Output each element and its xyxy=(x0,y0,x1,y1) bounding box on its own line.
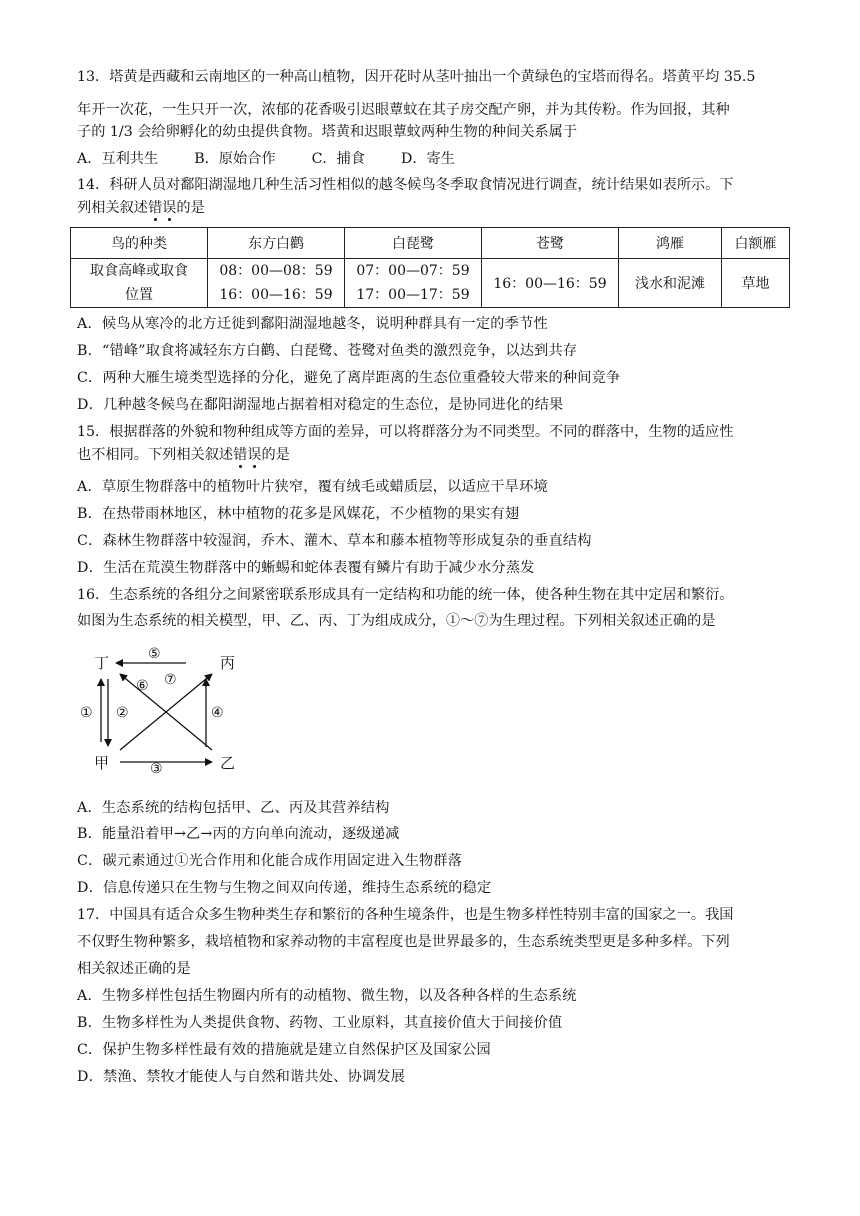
q16-stem-line2: 如图为生态系统的相关模型，甲、乙、丙、丁为组成成分，①～⑦为生理过程。下列相关叙述正确的是 xyxy=(77,613,716,629)
q16-stem-line1: 16．生态系统的各组分之间紧密联系形成具有一定结构和功能的统一体，使各种生物在其中定居和繁衍。 xyxy=(77,587,734,603)
label-process-7: ⑦ xyxy=(164,672,177,688)
q14-option-a[interactable]: A．候鸟从寒冷的北方迁徙到鄱阳湖湿地越冬，说明种群具有一定的季节性 xyxy=(77,316,548,332)
q13-stem-line2: 年开一次花，一生只开一次，浓郁的花香吸引迟眼蕈蚊在其子房交配产卵，并为其传粉。作为回报，其种 xyxy=(77,102,730,118)
q15-stem-line2 xyxy=(77,445,290,465)
row-label-part: 位置 xyxy=(125,287,153,303)
label-process-6: ⑥ xyxy=(136,678,149,694)
table-header-cell: 鸟的种类 xyxy=(71,228,208,259)
table-header-cell: 东方白鹳 xyxy=(208,228,345,259)
emphasis-char: 误 xyxy=(247,447,262,463)
node-ding: 丁 xyxy=(94,654,110,672)
q14-stem-text: 列相关叙述 xyxy=(77,200,148,216)
q14-stem-line2 xyxy=(77,198,205,218)
q17-option-a[interactable]: A．生物多样性包括生物圈内所有的动植物、微生物，以及各种各样的生态系统 xyxy=(77,988,577,1004)
emphasis-char: 错 xyxy=(233,447,248,463)
label-process-1: ① xyxy=(80,705,93,721)
q17-option-b[interactable]: B．生物多样性为人类提供食物、药物、工业原料，其直接价值大于间接价值 xyxy=(77,1015,563,1031)
q15-option-b[interactable]: B．在热带雨林地区，林中植物的花多是风媒花，不少植物的果实有翅 xyxy=(77,506,520,522)
q13-stem-line1: 13．塔黄是西藏和云南地区的一种高山植物，因开花时从茎叶抽出一个黄绿色的宝塔而得名。塔黄平均 35.5 xyxy=(77,69,756,85)
q13-option-a[interactable]: A．互利共生 xyxy=(77,151,159,167)
q15-option-a[interactable]: A．草原生物群落中的植物叶片狭窄，覆有绒毛或蜡质层，以适应干旱环境 xyxy=(77,479,548,495)
table-cell-swan-goose: 浅水和泥滩 xyxy=(619,259,722,308)
label-process-3: ③ xyxy=(150,761,163,777)
time-range: 17：00—17：59 xyxy=(356,287,470,303)
q17-stem-line1: 17．中国具有适合众多生物种类生存和繁衍的各种生境条件，也是生物多样性特别丰富的国家之一。我国 xyxy=(77,907,734,923)
node-yi: 乙 xyxy=(220,754,236,772)
time-range: 16：00—16：59 xyxy=(219,287,333,303)
q17-option-c[interactable]: C．保护生物多样性最有效的措施就是建立自然保护区及国家公园 xyxy=(77,1042,491,1058)
q14-stem-text: 的是 xyxy=(176,200,205,216)
q16-option-d[interactable]: D．信息传递只在生物与生物之间双向传递，维持生态系统的稳定 xyxy=(77,880,492,896)
table-cell-heron: 16：00—16：59 xyxy=(482,259,619,308)
table-header-cell: 白额雁 xyxy=(722,228,790,259)
table-header-cell: 鸿雁 xyxy=(619,228,722,259)
label-process-5: ⑤ xyxy=(148,646,161,662)
time-range: 08：00—08：59 xyxy=(219,263,333,279)
q13-option-b[interactable]: B．原始合作 xyxy=(194,151,276,167)
bird-feeding-table xyxy=(70,227,790,308)
ecosystem-model-diagram xyxy=(80,646,246,777)
q14-stem-line1: 14．科研人员对鄱阳湖湿地几种生活习性相似的越冬候鸟冬季取食情况进行调查，统计结果如表所示。下 xyxy=(77,177,734,193)
q15-option-c[interactable]: C．森林生物群落中较湿润，乔木、灌木、草本和藤本植物等形成复杂的垂直结构 xyxy=(77,533,592,549)
table-row xyxy=(71,259,790,308)
row-label-part: 取食高峰或取食 xyxy=(90,263,188,279)
q17-stem-line3: 相关叙述正确的是 xyxy=(77,961,191,977)
node-bing: 丙 xyxy=(220,654,236,672)
q13-stem-line3: 子的 1/3 会给卵孵化的幼虫提供食物。塔黄和迟眼蕈蚊两种生物的种间关系属于 xyxy=(77,124,578,140)
q15-stem-text: 的是 xyxy=(261,447,290,463)
table-cell-spoonbill xyxy=(345,259,482,308)
q15-option-d[interactable]: D．生活在荒漠生物群落中的蜥蜴和蛇体表覆有鳞片有助于减少水分蒸发 xyxy=(77,560,535,576)
q14-option-d[interactable]: D．几种越冬候鸟在鄱阳湖湿地占据着相对稳定的生态位，是协同进化的结果 xyxy=(77,397,564,413)
label-process-2: ② xyxy=(116,705,129,721)
table-header-cell: 苍鹭 xyxy=(482,228,619,259)
q17-option-d[interactable]: D．禁渔、禁牧才能使人与自然和谐共处、协调发展 xyxy=(77,1069,406,1085)
table-header-row xyxy=(71,228,790,259)
emphasis-char: 误 xyxy=(162,200,177,216)
q14-option-c[interactable]: C．两种大雁生境类型选择的分化，避免了离岸距离的生态位重叠较大带来的种间竞争 xyxy=(77,370,621,386)
q13-option-d[interactable]: D．寄生 xyxy=(400,151,455,167)
table-row-label xyxy=(71,259,208,308)
table-header-cell: 白琵鹭 xyxy=(345,228,482,259)
q16-option-a[interactable]: A．生态系统的结构包括甲、乙、丙及其营养结构 xyxy=(77,800,390,816)
table-cell-white-fronted-goose: 草地 xyxy=(722,259,790,308)
q13-options xyxy=(77,149,491,169)
q17-stem-line2: 不仅野生物种繁多，栽培植物和家养动物的丰富程度也是世界最多的，生态系统类型更是多种多样。下列 xyxy=(77,934,730,950)
node-jia: 甲 xyxy=(94,754,110,772)
q16-option-c[interactable]: C．碳元素通过①光合作用和化能合成作用固定进入生物群落 xyxy=(77,853,463,869)
label-process-4: ④ xyxy=(211,705,224,721)
q13-option-c[interactable]: C．捕食 xyxy=(311,151,365,167)
emphasis-char: 错 xyxy=(147,200,163,216)
q14-option-b[interactable]: B．“错峰”取食将减轻东方白鹳、白琵鹭、苍鹭对鱼类的激烈竞争，以达到共存 xyxy=(77,343,578,359)
time-range: 07：00—07：59 xyxy=(356,263,470,279)
table-cell-stork xyxy=(208,259,345,308)
q15-stem-line1: 15．根据群落的外貌和物种组成等方面的差异，可以将群落分为不同类型。不同的群落中，生物的适应性 xyxy=(77,424,734,440)
q15-stem-text: 也不相同。下列相关叙述 xyxy=(77,447,234,463)
q16-option-b[interactable]: B．能量沿着甲→乙→丙的方向单向流动，逐级递减 xyxy=(77,826,400,842)
